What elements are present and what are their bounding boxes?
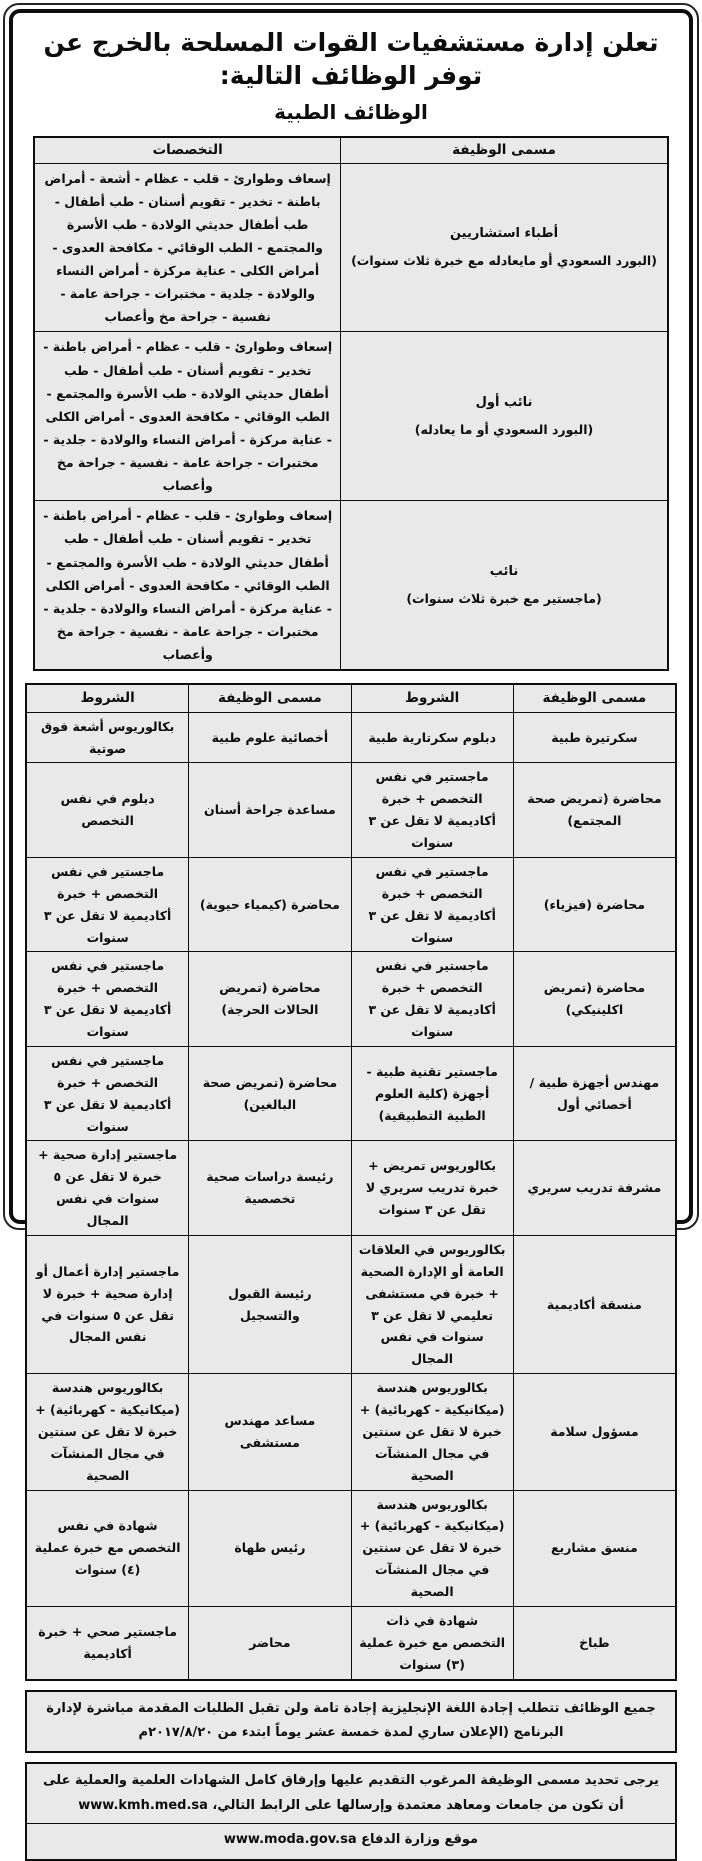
- conditions-cell: بكالوريوس هندسة (ميكانيكية - كهربائية) + خبرة لا تقل عن سنتين في مجال المنشآت الصحية: [351, 1490, 513, 1606]
- conditions-cell: بكالوريوس هندسة (ميكانيكية - كهربائية) + خبرة لا تقل عن سنتين في مجال المنشآت الصحية: [351, 1374, 513, 1490]
- specialties-cell: إسعاف وطوارئ - قلب - عظام - أشعة - أمراض باطنة - تخدير - تقويم أسنان - طب أطفال - طب أطفال حديثي الولادة - طب الأسرة والمجتمع - الطب الوقائي - مكافحة العدوى - أمراض الكلى - عناية مركزة - أمراض النساء والولادة - جلدية - مختبرات - جراحة عامة - نفسية - جراحة مخ وأعصاب: [34, 163, 341, 332]
- conditions-cell: ماجستير في نفس التخصص + خبرة أكاديمية لا تقل عن ٣ سنوات: [26, 857, 189, 952]
- table-row: [26, 1490, 676, 1606]
- consultants-table: [33, 136, 669, 671]
- specialties-cell: إسعاف وطوارئ - قلب - عظام - أمراض باطنة - تخدير - تقويم أسنان - طب أطفال - طب أطفال حديثي الولادة - طب الأسرة والمجتمع - الطب الوقائي - مكافحة العدوى - أمراض الكلى - عناية مركزة - أمراض النساء والولادة - جلدية - مختبرات - جراحة عامة - نفسية - جراحة مخ وأعصاب: [34, 501, 341, 670]
- table-row: [26, 1141, 676, 1236]
- conditions-cell: ماجستير في نفس التخصص + خبرة أكاديمية لا تقل عن ٣ سنوات: [351, 857, 513, 952]
- job-title-cell: [341, 163, 668, 332]
- header-conditions-left: الشروط: [26, 684, 189, 712]
- jobs-table-header-row: [26, 684, 676, 712]
- table-row: [34, 501, 668, 670]
- job-title-cell: رئيسة دراسات صحية تخصصية: [189, 1141, 351, 1236]
- conditions-cell: بكالوريوس في العلاقات العامة أو الإدارة الصحية + خبرة في مستشفى تعليمي لا تقل عن ٣ سنوات في نفس المجال: [351, 1235, 513, 1373]
- job-title-cell: رئيسة القبول والتسجيل: [189, 1235, 351, 1373]
- inner-frame: [9, 9, 693, 1848]
- job-title-cell: منسقة أكاديمية: [513, 1235, 676, 1373]
- table-row: [26, 1374, 676, 1490]
- specialties-cell: إسعاف وطوارئ - قلب - عظام - أمراض باطنة - تخدير - تقويم أسنان - طب أطفال - طب أطفال حديثي الولادة - طب الأسرة والمجتمع - الطب الوقائي - مكافحة العدوى - أمراض الكلى - عناية مركزة - أمراض النساء والولادة - جلدية - مختبرات - جراحة عامة - نفسية - جراحة مخ وأعصاب: [34, 332, 341, 501]
- conditions-cell: ماجستير صحي + خبرة أكاديمية: [26, 1606, 189, 1679]
- conditions-cell: ماجستير إدارة صحية + خبرة لا تقل عن ٥ سنوات في نفس المجال: [26, 1141, 189, 1236]
- ministry-site-note: موقع وزارة الدفاع www.moda.gov.sa: [27, 1823, 675, 1854]
- announcement-page: [3, 3, 699, 1848]
- job-title-cell: مسؤول سلامة: [513, 1374, 676, 1490]
- header-specialties: التخصصات: [34, 137, 341, 163]
- job-title-cell: رئيس طهاة: [189, 1490, 351, 1606]
- header-job-title-right: مسمى الوظيفة: [513, 684, 676, 712]
- page-subtitle: الوظائف الطبية: [274, 100, 428, 124]
- job-title-cell: محاضرة (تمريض صحة البالغين): [189, 1046, 351, 1141]
- job-requirement: (البورد السعودي أو ما يعادله): [414, 422, 594, 438]
- table-row: [26, 1046, 676, 1141]
- table-row: [26, 1235, 676, 1373]
- job-title: نائب: [489, 564, 519, 580]
- job-title-cell: مهندس أجهزة طبية / أخصائي أول: [513, 1046, 676, 1141]
- header-job-title: مسمى الوظيفة: [341, 137, 668, 163]
- table-row: [26, 857, 676, 952]
- table-row: [26, 1606, 676, 1679]
- conditions-cell: ماجستير في نفس التخصص + خبرة أكاديمية لا تقل عن ٣ سنوات: [351, 763, 513, 858]
- conditions-cell: دبلوم سكرتارية طبية: [351, 712, 513, 763]
- conditions-cell: ماجستير في نفس التخصص + خبرة أكاديمية لا تقل عن ٣ سنوات: [26, 1046, 189, 1141]
- conditions-cell: ماجستير في نفس التخصص + خبرة أكاديمية لا تقل عن ٣ سنوات: [26, 952, 189, 1047]
- english-requirement-text: جميع الوظائف تتطلب إجادة اللغة الإنجليزية إجادة تامة ولن تقبل الطلبات المقدمة مباشرة لإدارة البرنامج (الإعلان ساري لمدة خمسة عشر يوماً ابتدء من ٢٠١٧/٨/٢٠م: [46, 1700, 656, 1741]
- job-title: أطباء استشاريين: [449, 226, 559, 242]
- job-title-cell: سكرتيرة طبية: [513, 712, 676, 763]
- job-title: نائب أول: [475, 395, 533, 411]
- job-title-cell: طباخ: [513, 1606, 676, 1679]
- page-title: تعلن إدارة مستشفيات القوات المسلحة بالخرج عن توفر الوظائف التالية:: [43, 28, 659, 90]
- conditions-cell: بكالوريوس هندسة (ميكانيكية - كهربائية) + خبرة لا تقل عن سنتين في مجال المنشآت الصحية: [26, 1374, 189, 1490]
- job-title-cell: منسق مشاريع: [513, 1490, 676, 1606]
- job-requirement: (البورد السعودي أو مايعادله مع خبرة ثلاث سنوات): [351, 253, 657, 269]
- table-row: [26, 763, 676, 858]
- conditions-cell: شهادة في نفس التخصص مع خبرة عملية (٤) سنوات: [26, 1490, 189, 1606]
- job-title-cell: محاضر: [189, 1606, 351, 1679]
- job-title-cell: [341, 332, 668, 501]
- header-job-title-left: مسمى الوظيفة: [189, 684, 351, 712]
- job-title-cell: [341, 501, 668, 670]
- job-title-cell: مساعدة جراحة أسنان: [189, 763, 351, 858]
- application-links-box: [25, 1762, 677, 1861]
- conditions-cell: شهادة في ذات التخصص مع خبرة عملية (٣) سنوات: [351, 1606, 513, 1679]
- conditions-cell: ماجستير في نفس التخصص + خبرة أكاديمية لا تقل عن ٣ سنوات: [351, 952, 513, 1047]
- conditions-cell: ماجستير إدارة أعمال أو إدارة صحية + خبرة لا تقل عن ٥ سنوات في نفس المجال: [26, 1235, 189, 1373]
- job-title-cell: محاضرة (كيمياء حيوية): [189, 857, 351, 952]
- job-requirement: (ماجستير مع خبرة ثلاث سنوات): [406, 591, 602, 607]
- job-title-cell: مساعد مهندس مستشفى: [189, 1374, 351, 1490]
- consultants-table-header-row: [34, 137, 668, 163]
- table-row: [34, 163, 668, 332]
- job-title-cell: محاضرة (تمريض اكلينيكي): [513, 952, 676, 1047]
- header-conditions-right: الشروط: [351, 684, 513, 712]
- jobs-conditions-table: [25, 683, 677, 1680]
- job-title-cell: محاضرة (تمريض الحالات الحرجة): [189, 952, 351, 1047]
- conditions-cell: بكالوريوس أشعة فوق صوتية: [26, 712, 189, 763]
- table-row: [34, 332, 668, 501]
- table-row: [26, 952, 676, 1047]
- conditions-cell: ماجستير تقنية طبية - أجهزة (كلية العلوم الطبية التطبيقية): [351, 1046, 513, 1141]
- application-link-note: يرجى تحديد مسمى الوظيفة المرغوب التقديم عليها وإرفاق كامل الشهادات العلمية والعملية على أن تكون من جامعات ومعاهد معتمدة وإرسالها على الرابط التالي، www.kmh.med.sa: [43, 1772, 659, 1813]
- table-row: [26, 712, 676, 763]
- conditions-cell: بكالوريوس تمريض + خبرة تدريب سريري لا تقل عن ٣ سنوات: [351, 1141, 513, 1236]
- conditions-cell: دبلوم في نفس التخصص: [26, 763, 189, 858]
- job-title-cell: مشرفة تدريب سريري: [513, 1141, 676, 1236]
- job-title-cell: محاضرة (تمريض صحة المجتمع): [513, 763, 676, 858]
- job-title-cell: أخصائية علوم طبية: [189, 712, 351, 763]
- job-title-cell: محاضرة (فيزياء): [513, 857, 676, 952]
- english-requirement-note: [25, 1690, 677, 1753]
